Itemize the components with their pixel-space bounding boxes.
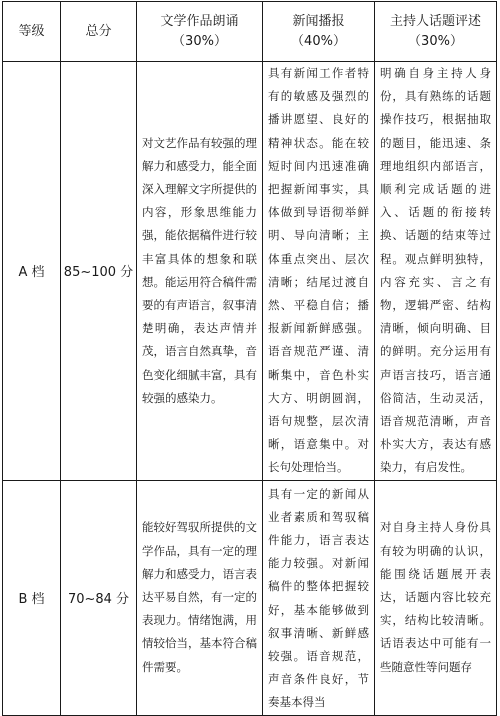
- header-row: [3, 2, 497, 62]
- header-total-score: 总分: [61, 2, 137, 62]
- host-criteria-cell: [375, 480, 497, 715]
- header-host-commentary: [375, 2, 497, 62]
- header-host-weight: （30%）: [408, 33, 463, 49]
- news-criteria-text: 具有一定的新闻从业者素质和驾驭稿件能力，语言表达能力较强。对新闻稿件的整体把握较好，基本能够做到叙事清晰、新鲜感较强。语音规范，声音条件良好，节奏基本得当: [268, 486, 369, 710]
- host-criteria-text: 对自身主持人身份具有较为明确的认识，能围绕话题展开表达，话题内容比较充实，结构比较清晰。话语表达中可能有一些随意性等问题存: [380, 520, 491, 674]
- header-literature-recitation: [137, 2, 263, 62]
- header-host-label: 主持人话题评述: [389, 13, 481, 29]
- news-criteria-cell: [263, 480, 375, 715]
- table-row: [3, 480, 497, 715]
- header-news-label: 新闻播报: [292, 13, 345, 29]
- news-criteria-cell: [263, 62, 375, 481]
- header-literature-weight: （30%）: [172, 33, 227, 49]
- header-news-weight: （40%）: [291, 33, 346, 49]
- literature-criteria-cell: [137, 480, 263, 715]
- grade-cell: B 档: [3, 480, 61, 715]
- host-criteria-cell: [375, 62, 497, 481]
- table-row: [3, 62, 497, 481]
- news-criteria-text: 具有新闻工作者特有的敏感及强烈的播讲愿望、良好的精神状态。能在较短时间内迅速准确把握新闻事实，具体做到导语彻举鲜明、导向清晰；主体重点突出、层次清晰；结尾过渡自然、平稳自信；播报新闻新鲜感强。语音规范严谨、清晰集中，音色朴实大方、明朗圆润，语句规整，层次清晰，语意集中。对长句处理恰当。: [268, 66, 369, 475]
- header-literature-label: 文学作品朗诵: [160, 13, 239, 29]
- header-grade: 等级: [3, 2, 61, 62]
- scoring-rubric-table: [2, 1, 497, 716]
- host-criteria-text: 明确自身主持人身份，具有熟练的话题操作技巧，根据抽取的题目，能迅速、条理地组织内部语言，顺利完成话题的进入、话题的衔接转换、话题的结束等过程。观点鲜明独特，内容充实、言之有物，逻辑严密、结构清晰，倾向明确、目的鲜明。充分运用有声语言技巧，语言通俗简洁，生动灵活，语音规范清晰，声音朴实大方，表达有感染力，有启发性。: [380, 66, 491, 475]
- grade-cell: A 档: [3, 62, 61, 481]
- literature-criteria-cell: [137, 62, 263, 481]
- score-cell: 85~100 分: [61, 62, 137, 481]
- header-news-broadcast: [263, 2, 375, 62]
- literature-criteria-text: 对文艺作品有较强的理解力和感受力，能全面深入理解文字所提供的内容，形象思维能力强，能依据稿件进行较丰富具体的想象和联想。能运用符合稿件需要的有声语言，叙事清楚明确，表达声情并茂，语言自然真挚，音色变化细腻丰富，具有较强的感染力。: [142, 135, 257, 405]
- literature-criteria-text: 能较好驾驭所提供的文学作品，具有一定的理解力和感受力，语言表达平易自然，有一定的表现力。情绪饱满，用情较恰当，基本符合稿件需要。: [142, 520, 257, 674]
- score-cell: 70~84 分: [61, 480, 137, 715]
